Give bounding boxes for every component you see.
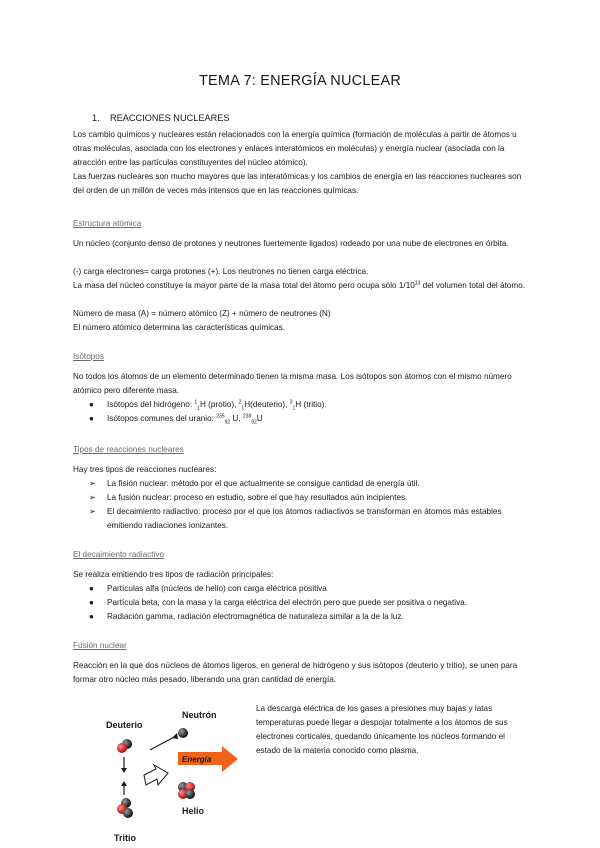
neutron-particle	[185, 789, 195, 799]
section-number: 1.	[92, 113, 100, 123]
arrow-head-icon	[121, 781, 127, 786]
heading-isotopos: Isótopos	[73, 352, 104, 361]
atomic-number: 92	[224, 419, 231, 426]
fusion-arrow-icon	[144, 765, 168, 785]
bullet-marker: ●	[89, 612, 94, 621]
list-item	[73, 505, 523, 533]
label-tritio: Tritio	[114, 833, 136, 843]
heading-fusion-nuclear: Fusión nuclear	[73, 641, 127, 650]
estructura-line-2: (-) carga electrones= carga protones (+). Los neutrones no tienen carga eléctrica.	[73, 267, 369, 276]
fusion-diagram-graphic	[100, 705, 250, 845]
estructura-line-3-a: La masa del núcleo constituye la mayor parte de la masa total del átomo pero ocupa sólo 1/10	[73, 281, 415, 290]
estructura-line-3	[73, 279, 528, 293]
arrow-diagonal-icon	[150, 736, 176, 750]
item-text: Partículas alfa (núcleos de helio) con carga eléctrica positiva	[107, 584, 327, 593]
label-helio: Helio	[182, 806, 205, 816]
energy-arrow-head-icon	[222, 746, 238, 772]
arrow-marker-icon: ➢	[89, 493, 96, 502]
estructura-line-5: El número atómico determina las características químicas.	[73, 323, 286, 332]
item-text: U	[256, 414, 263, 423]
proton-particle	[117, 743, 127, 753]
bullet-marker: ●	[89, 584, 94, 593]
list-item	[73, 398, 523, 412]
atomic-number: 92	[251, 419, 257, 426]
item-text: H (tritio).	[295, 400, 327, 409]
bullet-marker: ●	[89, 598, 94, 607]
mass-number: 238	[242, 413, 252, 420]
exponent: 13	[414, 280, 421, 287]
list-item	[73, 477, 523, 491]
mass-number: 2	[238, 399, 242, 406]
decaimiento-list	[73, 582, 523, 624]
neutron-particle	[178, 728, 188, 738]
neutron-particle	[123, 808, 133, 818]
decaimiento-intro: Se realiza emitiendo tres tipos de radiación principales:	[73, 570, 274, 579]
item-text: La fusión nuclear: proceso en estudio, sobre el que hay resultados aún incipientes.	[107, 493, 408, 502]
section-heading-text: REACCIONES NUCLEARES	[110, 113, 230, 123]
arrow-head-icon	[172, 733, 178, 739]
item-text: Partícula beta, con la masa y la carga eléctrica del electrón pero que puede ser positiva o negativa.	[107, 598, 468, 607]
item-text: U,	[230, 414, 243, 423]
item-text: H(deuterio),	[244, 400, 290, 409]
bullet-marker: ●	[89, 400, 94, 409]
intro-paragraph-1: Los cambio químicos y nucleares están relacionados con la energía química (formación de moléculas a partir de átomos u otras moléculas, asociada con los electrones y enlaces interatómicos en moléculas) y energía nuclear (asociada con la atracción entre las partículas constituyentes del núcleo atómico).	[73, 130, 517, 167]
atomic-number: 1	[292, 405, 296, 412]
item-lead: Isótopos comunes del uranio:	[107, 414, 217, 423]
mass-number: 235	[216, 413, 225, 420]
arrow-head-icon	[121, 768, 127, 773]
isotopos-list	[73, 398, 523, 426]
item-lead: Isótopos del hidrógeno:	[107, 400, 195, 409]
list-item	[73, 491, 523, 505]
item-text: H (protio),	[199, 400, 239, 409]
mass-number: 3	[289, 399, 293, 406]
estructura-line-3-b: del volumen total del átomo.	[420, 281, 526, 290]
bullet-marker: ●	[89, 414, 94, 423]
arrow-marker-icon: ➢	[89, 507, 96, 516]
item-text: La fisión nuclear: método por el que actualmente se consigue cantidad de energía útil.	[107, 479, 420, 488]
section-heading-reacciones	[92, 113, 229, 123]
tipos-list	[73, 477, 523, 533]
heading-decaimiento: El decaimiento radiactivo	[73, 550, 165, 559]
fusion-paragraph: Reacción en la que dos núcleos de átomos ligeros, en general de hidrógeno y sus isótopos (deuterio y tritio), se unen para formar otro núcleo más pesado, liberando una gran cantidad de energía.	[73, 661, 518, 684]
isotopos-paragraph: No todos los átomos de un elemento determinado tienen la misma masa. Los isótopos son átomos con el mismo número atómico pero diferente masa.	[73, 372, 512, 395]
plasma-paragraph: La descarga eléctrica de los gases a presiones muy bajas y latas temperaturas puede llegar a despojar totalmente a los átomos de sus electrones corticales, quedando únicamente los núcleos formando el estado de la materia conocido como plasma.	[256, 704, 508, 755]
arrow-marker-icon: ➢	[89, 479, 96, 488]
intro-paragraph-2: Las fuerzas nucleares son mucho mayores que las interatómicas y los cambios de energía en las reacciones nucleares son del orden de un millón de veces más intensos que en las reacciones químicas.	[73, 172, 522, 195]
heading-tipos-reacciones: Tipos de reacciones nucleares	[73, 445, 184, 454]
page-title: TEMA 7: ENERGÍA NUCLEAR	[198, 73, 401, 89]
label-neutron: Neutrón	[182, 710, 217, 720]
fusion-diagram	[100, 705, 250, 845]
estructura-line-4: Número de masa (A) = número atómico (Z) + número de neutrones (N)	[73, 309, 331, 318]
list-item	[73, 412, 523, 426]
label-deuterio: Deuterio	[106, 720, 143, 730]
item-text: Radiación gamma, radiación electromagnética de naturaleza similar a la de la luz.	[107, 612, 404, 621]
label-energia: Energía	[182, 755, 212, 764]
tipos-intro: Hay tres tipos de reacciones nucleares:	[73, 465, 217, 474]
list-item	[73, 582, 523, 596]
atomic-number: 1	[241, 405, 245, 412]
estructura-line-1: Un núcleo (conjunto denso de protones y neutrones fuertemente ligados) rodeado por una nube de electrones en órbita.	[73, 239, 509, 248]
heading-estructura-atomica: Estructura atómica	[73, 219, 142, 228]
item-text: El decaimiento radiactivo: proceso por el que los átomos radiactivos se transforman en átomos más estables emitiendo radiaciones ionizantes.	[107, 507, 502, 530]
atomic-number: 1	[197, 405, 200, 412]
list-item	[73, 596, 523, 610]
mass-number: 1	[194, 399, 198, 406]
list-item	[73, 610, 523, 624]
